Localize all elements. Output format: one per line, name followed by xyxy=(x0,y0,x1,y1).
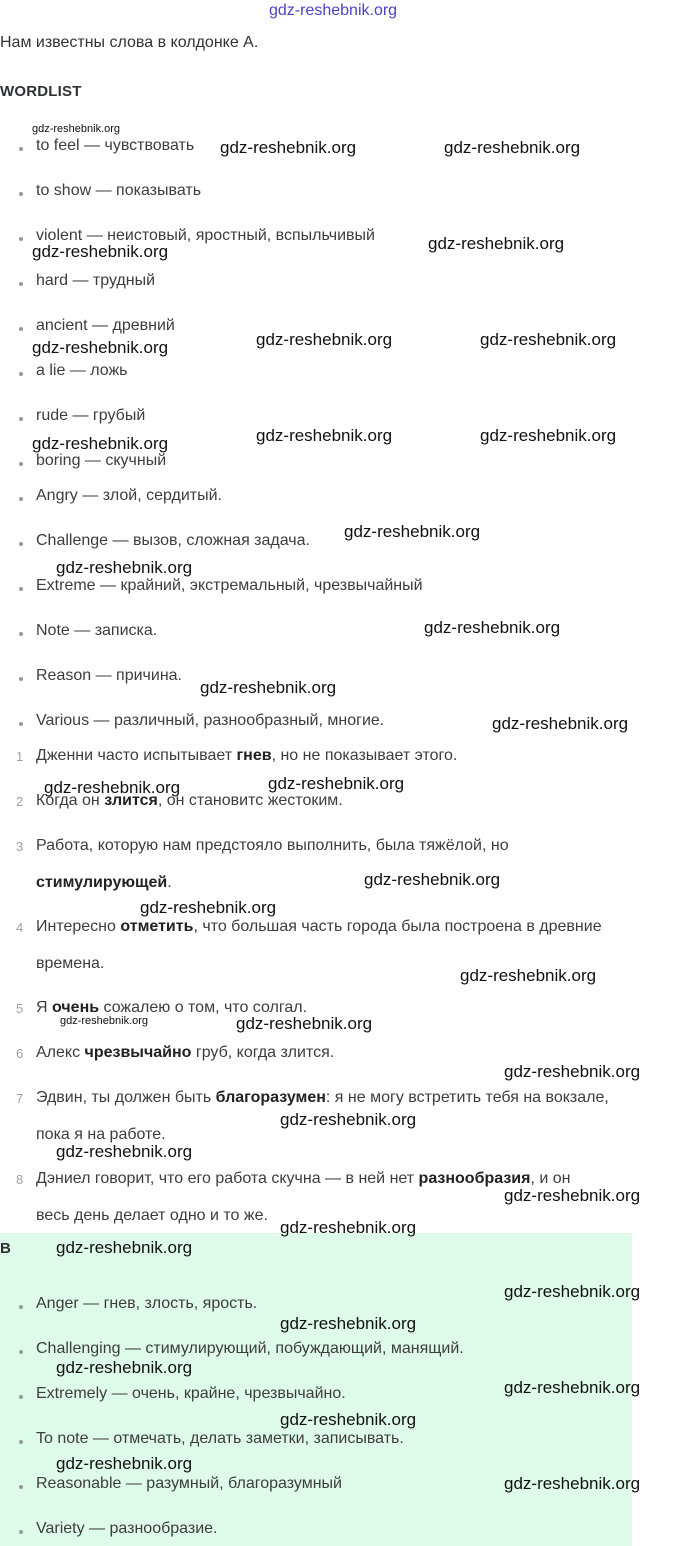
wordlist-item: Challenge — вызов, сложная задача. xyxy=(36,532,310,549)
watermark: gdz-reshebnik.org xyxy=(504,1062,641,1081)
bullet-icon xyxy=(19,587,23,591)
wordlist-item: to feel — чувствовать xyxy=(36,137,195,154)
wordlist-item: ancient — древний xyxy=(36,317,175,334)
wordlist-item: a lie — ложь xyxy=(36,362,128,379)
sentence-number: 7 xyxy=(16,1091,24,1106)
watermark: gdz-reshebnik.org xyxy=(140,898,277,917)
watermark: gdz-reshebnik.org xyxy=(32,338,169,357)
bullet-icon xyxy=(19,722,23,726)
sentence-text-continued: стимулирующей. xyxy=(36,874,172,891)
watermark: gdz-reshebnik.org xyxy=(56,1238,193,1257)
sentence-text: Работа, которую нам предстояло выполнить, была тяжёлой, но xyxy=(36,837,509,854)
bullet-icon xyxy=(19,282,23,286)
watermark: gdz-reshebnik.org xyxy=(444,138,581,157)
watermark: gdz-reshebnik.org xyxy=(32,242,169,261)
keyword: разнообразия xyxy=(418,1170,531,1187)
bullet-icon xyxy=(19,1395,23,1399)
sentence-text: Дэниел говорит, что его работа скучна — в ней нет разнообразия, и он xyxy=(36,1170,571,1187)
sentence-text: Дженни часто испытывает гнев, но не показывает этого. xyxy=(36,747,458,764)
watermark: gdz-reshebnik.org xyxy=(504,1282,641,1301)
bullet-icon xyxy=(19,632,23,636)
watermark: gdz-reshebnik.org xyxy=(32,434,169,453)
watermark: gdz-reshebnik.org xyxy=(504,1474,641,1493)
sentence-text-continued: пока я на работе. xyxy=(36,1126,166,1143)
top-watermark: gdz-reshebnik.org xyxy=(269,2,398,19)
section-b-item: Anger — гнев, злость, ярость. xyxy=(36,1295,258,1312)
wordlist-heading: WORDLIST xyxy=(0,83,82,100)
watermark: gdz-reshebnik.org xyxy=(256,330,393,349)
keyword: стимулирующей xyxy=(36,874,168,891)
watermark: gdz-reshebnik.org xyxy=(280,1314,417,1333)
section-b-item: To note — отмечать, делать заметки, записывать. xyxy=(36,1430,404,1447)
keyword: благоразумен xyxy=(215,1089,326,1106)
bullet-icon xyxy=(19,497,23,501)
watermark: gdz-reshebnik.org xyxy=(60,1015,149,1027)
wordlist-item: rude — грубый xyxy=(36,407,146,424)
section-b-item: Reasonable — разумный, благоразумный xyxy=(36,1475,342,1492)
bullet-icon xyxy=(19,1440,23,1444)
wordlist-item: Reason — причина. xyxy=(36,667,182,684)
watermark: gdz-reshebnik.org xyxy=(32,123,121,135)
bullet-icon xyxy=(19,147,23,151)
sentence-text: Когда он злится, он становитс жестоким. xyxy=(36,792,343,809)
bullet-icon xyxy=(19,192,23,196)
bullet-icon xyxy=(19,327,23,331)
watermark: gdz-reshebnik.org xyxy=(460,966,597,985)
watermark: gdz-reshebnik.org xyxy=(268,774,405,793)
wordlist-item: hard — трудный xyxy=(36,272,156,289)
sentence-text-continued: весь день делает одно и то же. xyxy=(36,1207,268,1224)
watermark: gdz-reshebnik.org xyxy=(424,618,561,637)
keyword: чрезвычайно xyxy=(84,1044,192,1061)
wordlist-item: Extreme — крайний, экстремальный, чрезвычайный xyxy=(36,577,423,594)
watermark: gdz-reshebnik.org xyxy=(364,870,501,889)
keyword: отметить xyxy=(120,918,194,935)
watermark: gdz-reshebnik.org xyxy=(280,1110,417,1129)
watermark: gdz-reshebnik.org xyxy=(56,1454,193,1473)
bullet-icon xyxy=(19,372,23,376)
bullet-icon xyxy=(19,542,23,546)
keyword: очень xyxy=(52,999,100,1016)
wordlist-item: to show — показывать xyxy=(36,182,202,199)
bullet-icon xyxy=(19,417,23,421)
bullet-icon xyxy=(19,462,23,466)
sentence-number: 8 xyxy=(16,1172,24,1187)
section-b-item: Variety — разнообразие. xyxy=(36,1520,218,1537)
bullet-icon xyxy=(19,1350,23,1354)
sentence-number: 1 xyxy=(16,749,24,764)
watermark: gdz-reshebnik.org xyxy=(280,1218,417,1237)
section-b-item: Challenging — стимулирующий, побуждающий, манящий. xyxy=(36,1340,464,1357)
sentence-text: Эдвин, ты должен быть благоразумен: я не могу встретить тебя на вокзале, xyxy=(36,1089,609,1106)
sentence-text: Я очень сожалею о том, что солгал. xyxy=(36,999,308,1016)
wordlist-item: violent — неистовый, яростный, вспыльчивый xyxy=(36,227,375,244)
keyword: злится xyxy=(104,792,158,809)
section-b-item: Extremely — очень, крайне, чрезвычайно. xyxy=(36,1385,346,1402)
watermark: gdz-reshebnik.org xyxy=(480,330,617,349)
bullet-icon xyxy=(19,1305,23,1309)
watermark: gdz-reshebnik.org xyxy=(236,1014,373,1033)
watermark: gdz-reshebnik.org xyxy=(428,234,565,253)
wordlist-item: Angry — злой, сердитый. xyxy=(36,487,222,504)
watermark: gdz-reshebnik.org xyxy=(56,1358,193,1377)
watermark: gdz-reshebnik.org xyxy=(56,1142,193,1161)
sentence-text: Интересно отметить, что большая часть города была построена в древние xyxy=(36,918,602,935)
wordlist-item: boring — скучный xyxy=(36,452,167,469)
bullet-icon xyxy=(19,237,23,241)
sentence-number: 6 xyxy=(16,1046,24,1061)
watermark: gdz-reshebnik.org xyxy=(504,1186,641,1205)
bullet-icon xyxy=(19,1530,23,1534)
bullet-icon xyxy=(19,677,23,681)
keyword: гнев xyxy=(236,747,272,764)
bullet-icon xyxy=(19,1485,23,1489)
wordlist-item: Various — различный, разнообразный, многие. xyxy=(36,712,385,729)
sentence-text-continued: времена. xyxy=(36,955,105,972)
watermark: gdz-reshebnik.org xyxy=(280,1410,417,1429)
watermark: gdz-reshebnik.org xyxy=(56,558,193,577)
watermark: gdz-reshebnik.org xyxy=(504,1378,641,1397)
watermark: gdz-reshebnik.org xyxy=(200,678,337,697)
watermark: gdz-reshebnik.org xyxy=(492,714,629,733)
sentence-number: 3 xyxy=(16,839,24,854)
watermark: gdz-reshebnik.org xyxy=(256,426,393,445)
sentence-text: Алекс чрезвычайно груб, когда злится. xyxy=(36,1044,335,1061)
sentence-number: 2 xyxy=(16,794,24,809)
watermark: gdz-reshebnik.org xyxy=(344,522,481,541)
sentence-number: 5 xyxy=(16,1001,24,1016)
sentence-number: 4 xyxy=(16,920,24,935)
section-b-heading: B xyxy=(0,1240,12,1257)
watermark: gdz-reshebnik.org xyxy=(44,778,181,797)
intro-text: Нам известны слова в колдонке А. xyxy=(0,34,259,51)
wordlist-item: Note — записка. xyxy=(36,622,158,639)
watermark: gdz-reshebnik.org xyxy=(480,426,617,445)
watermark: gdz-reshebnik.org xyxy=(220,138,357,157)
